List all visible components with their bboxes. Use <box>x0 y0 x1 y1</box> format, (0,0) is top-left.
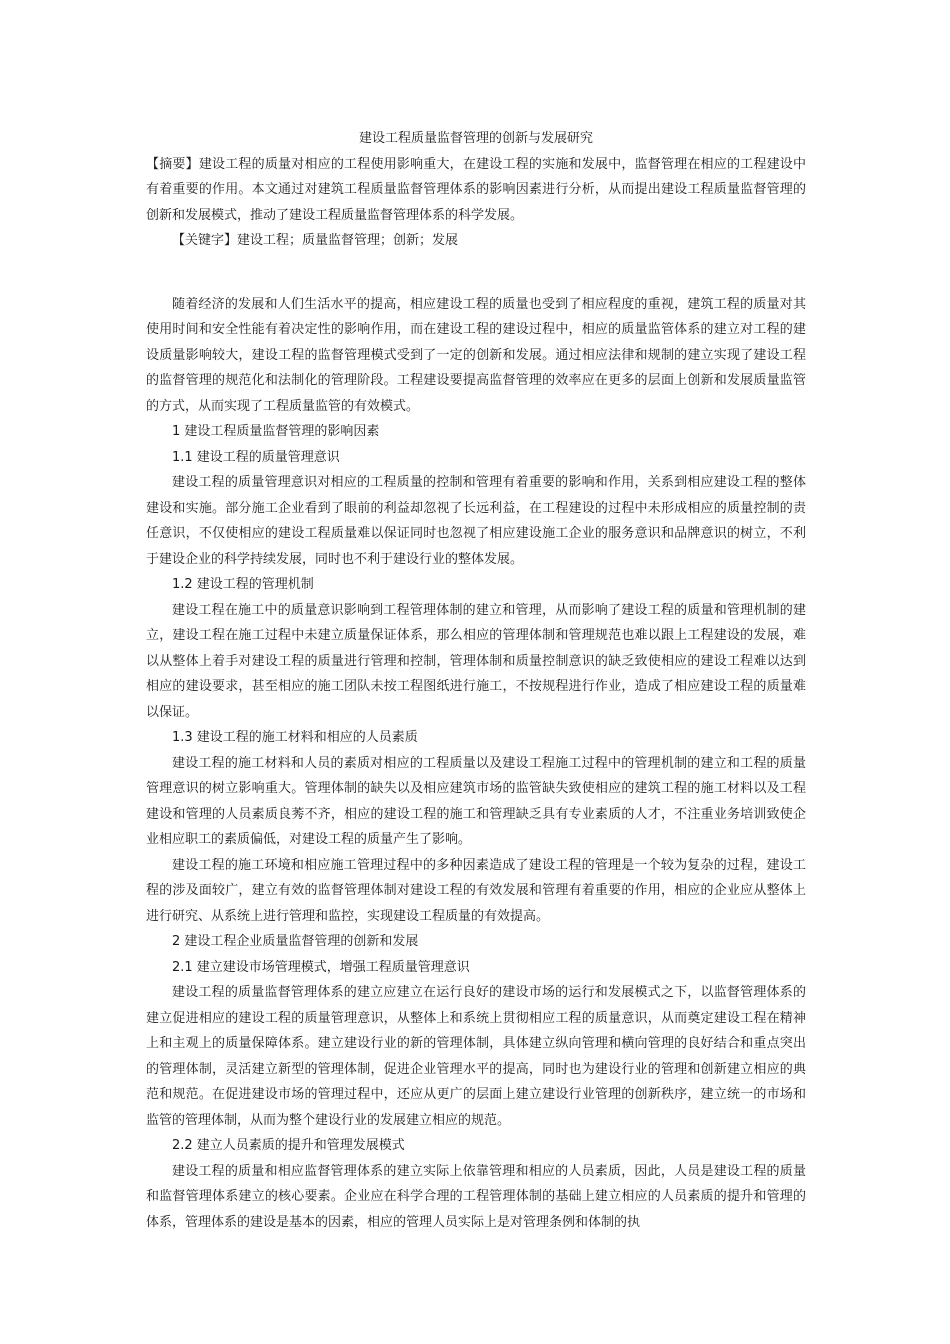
paragraph-1-1: 建设工程的质量管理意识对相应的工程质量的控制和管理有着重要的影响和作用，关系到相应建设工程的整体建设和实施。部分施工企业看到了眼前的利益却忽视了长远利益，在工程建设的过程中未形成相应的质量控制的责任意识，不仅使相应的建设工程质量难以保证同时也忽视了相应建设施工企业的服务意识和品牌意识的树立，不利于建设企业的科学持续发展，同时也不利于建设行业的整体发展。 <box>146 475 806 567</box>
paragraph-2-2: 建设工程的质量和相应监督管理体系的建立实际上依靠管理和相应的人员素质，因此，人员是建设工程的质量和监督管理体系建立的核心要素。企业应在科学合理的工程管理体制的基础上建立相应的人员素质的提升和管理的体系，管理体系的建设是基本的因素，相应的管理人员实际上是对管理条例和体制的执 <box>146 1163 806 1230</box>
paragraph-1-3b: 建设工程的施工环境和相应施工管理过程中的多种因素造成了建设工程的管理是一个较为复杂的过程，建设工程的涉及面较广，建立有效的监督管理体制对建设工程的有效发展和管理有着重要的作用，相应的企业应从整体上进行研究、从系统上进行管理和监控，实现建设工程质量的有效提高。 <box>146 857 806 924</box>
paragraph-2-1: 建设工程的质量监督管理体系的建立应建立在运行良好的建设市场的运行和发展模式之下，以监督管理体系的建立促进相应的建设工程的质量管理意识，从整体上和系统上贯彻相应工程的质量意识，从而奠定建设工程在精神上和主观上的质量保障体系。建立建设行业的新的管理体制，具体建立纵向管理和横向管理的良好结合和重点突出的管理体制，灵活建立新型的管理体制，促进企业管理水平的提高，同时也为建设行业的管理和创新建立相应的典范和规范。在促进建设市场的管理过程中，还应从更广的层面上建立建设行业管理的创新秩序，建立统一的市场和监管的管理体制，从而为整个建设行业的发展建立相应的规范。 <box>146 985 806 1128</box>
subsection-heading-1-2: 1.2 建设工程的管理机制 <box>172 577 314 592</box>
subsection-heading-1-3: 1.3 建设工程的施工材料和相应的人员素质 <box>172 730 418 745</box>
section-heading-1: 1 建设工程质量监督管理的影响因素 <box>172 424 380 439</box>
subsection-heading-2-1: 2.1 建立建设市场管理模式，增强工程质量管理意识 <box>172 959 470 975</box>
document-body <box>146 126 806 1235</box>
abstract-paragraph: 【摘要】建设工程的质量对相应的工程使用影响重大，在建设工程的实施和发展中，监督管理在相应的工程建设中有着重要的作用。本文通过对建筑工程质量监督管理体系的影响因素进行分析，从而提出建设工程质量监督管理的创新和发展模式，推动了建设工程质量监督管理体系的科学发展。 <box>146 156 806 223</box>
subsection-heading-1-1: 1.1 建设工程的质量管理意识 <box>172 449 340 465</box>
subsection-heading-2-2: 2.2 建立人员素质的提升和管理发展模式 <box>172 1138 405 1153</box>
document-title: 建设工程质量监督管理的创新与发展研究 <box>358 131 593 146</box>
paragraph-1-3a: 建设工程的施工材料和人员的素质对相应的工程质量以及建设工程施工过程中的管理机制的建立和工程的质量管理意识的树立影响重大。管理体制的缺失以及相应建筑市场的监管缺失致使相应的建筑工程的施工材料以及工程建设和管理的人员素质良莠不齐，相应的建设工程的施工和管理缺乏具有专业素质的人才，不注重业务培训致使企业相应职工的素质偏低，对建设工程的质量产生了影响。 <box>146 755 806 847</box>
paragraph-1-2: 建设工程在施工中的质量意识影响到工程管理体制的建立和管理，从而影响了建设工程的质量和管理机制的建立，建设工程在施工过程中未建立质量保证体系，那么相应的管理体制和管理规范也难以跟上工程建设的发展，难以从整体上着手对建设工程的质量进行管理和控制，管理体制和质量控制意识的缺乏致使相应的建设工程难以达到相应的建设要求，甚至相应的施工团队未按工程图纸进行施工，不按规程进行作业，造成了相应建设工程的质量难以保证。 <box>146 602 806 720</box>
intro-paragraph: 随着经济的发展和人们生活水平的提高，相应建设工程的质量也受到了相应程度的重视，建筑工程的质量对其使用时间和安全性能有着决定性的影响作用，而在建设工程的建设过程中，相应的质量监管体系的建立对工程的建设质量影响较大，建设工程的监督管理模式受到了一定的创新和发展。通过相应法律和规制的建立实现了建设工程的监督管理的规范化和法制化的管理阶段。工程建设要提高监督管理的效率应在更多的层面上创新和发展质量监管的方式，从而实现了工程质量监管的有效模式。 <box>146 296 806 414</box>
keywords-line: 【关键字】建设工程；质量监督管理；创新；发展 <box>172 233 459 248</box>
section-spacer <box>146 254 806 292</box>
section-heading-2: 2 建设工程企业质量监督管理的创新和发展 <box>172 934 419 949</box>
